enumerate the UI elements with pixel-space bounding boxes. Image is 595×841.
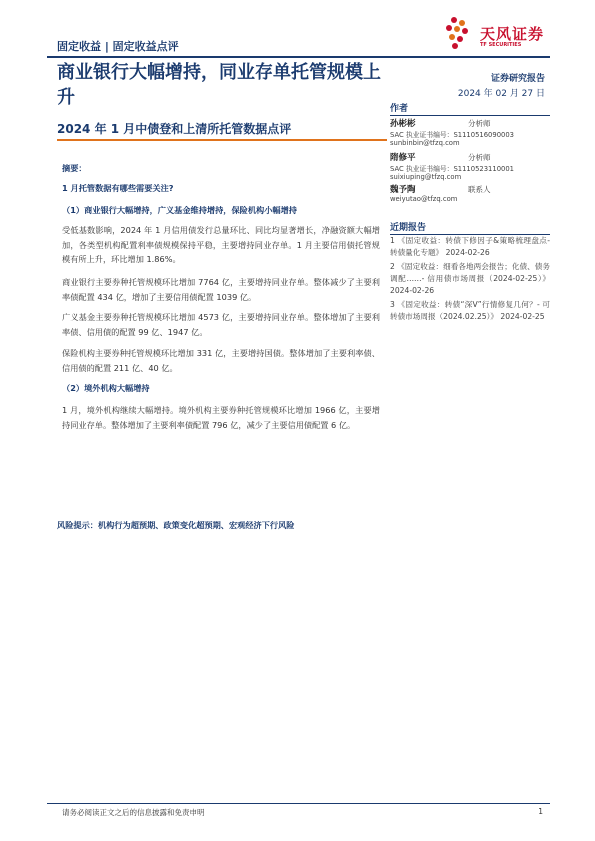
authors-heading: 作者 bbox=[390, 101, 550, 116]
recent-report-item[interactable]: 3 《固定收益：转债“深V”行情修复几何？- 可转债市场周报（2024.02.25）》 2024-02-25 bbox=[390, 300, 550, 322]
tf-logo-mark-icon bbox=[440, 14, 480, 54]
author-cert: SAC 执业证书编号：S1110523110001 bbox=[390, 165, 514, 173]
title-rule bbox=[57, 139, 387, 141]
report-type: 证券研究报告 bbox=[490, 74, 545, 84]
author-cert: SAC 执业证书编号：S1110516090003 bbox=[390, 131, 514, 139]
report-subtitle: 2024 年 1 月中债登和上清所托管数据点评 bbox=[57, 122, 292, 136]
report-category: 固定收益 | 固定收益点评 bbox=[57, 40, 179, 53]
body-paragraph: 商业银行主要券种托管规模环比增加 7764 亿，主要增持同业存单。整体减少了主要利率债配置 434 亿，增加了主要信用债配置 1039 亿。 bbox=[62, 277, 380, 302]
footer-disclaimer: 请务必阅读正文之后的信息披露和免责申明 bbox=[62, 808, 205, 817]
section-heading: （2）境外机构大幅增持 bbox=[62, 383, 150, 393]
body-paragraph: 受低基数影响，2024 年 1 月信用债发行总量环比、同比均显著增长，净融资额大幅增加，各类型机构配置利率债规模保持平稳，主要增持同业存单。1 月主要信用债托管规模有所上升，环比增加 1.86%。 bbox=[62, 225, 380, 265]
risk-note: 风险提示：机构行为超预期、政策变化超预期、宏观经济下行风险 bbox=[57, 520, 295, 530]
report-date: 2024 年 02 月 27 日 bbox=[457, 89, 545, 99]
page-number: 1 bbox=[538, 807, 543, 816]
author-role: 分析师 bbox=[468, 153, 491, 162]
author-name: 孙彬彬 bbox=[390, 119, 416, 129]
recent-reports-heading: 近期报告 bbox=[390, 220, 550, 235]
body-paragraph: 1 月，境外机构继续大幅增持。境外机构主要券种托管规模环比增加 1966 亿，主要增持同业存单。整体增加了主要利率债配置 796 亿，减少了主要信用债配置 6 亿。 bbox=[62, 405, 380, 430]
tf-securities-logo bbox=[440, 14, 550, 54]
author-name: 隋修平 bbox=[390, 153, 416, 163]
author-email[interactable]: weiyutao@tfzq.com bbox=[390, 195, 458, 203]
author-email[interactable]: sunbinbin@tfzq.com bbox=[390, 139, 460, 147]
body-paragraph: 保险机构主要券种托管规模环比增加 331 亿，主要增持国债。整体增加了主要利率债、信用债的配置 211 亿、40 亿。 bbox=[62, 348, 380, 373]
author-role: 分析师 bbox=[468, 119, 491, 128]
logo-text-cn: 天风证券 bbox=[480, 25, 545, 43]
section-heading: （1）商业银行大幅增持，广义基金维持增持，保险机构小幅增持 bbox=[62, 205, 297, 215]
author-role: 联系人 bbox=[468, 185, 491, 194]
report-title: 商业银行大幅增持，同业存单托管规模上升 bbox=[57, 62, 381, 108]
recent-report-item[interactable]: 2 《固定收益：细看各地两会报告；化债、债务调配……- 信用债市场周报（2024-02-25）》 2024-02-26 bbox=[390, 262, 550, 296]
author-email[interactable]: suixiuping@tfzq.com bbox=[390, 173, 462, 181]
abstract-label: 摘要： bbox=[62, 163, 87, 173]
body-paragraph: 广义基金主要券种托管规模环比增加 4573 亿，主要增持同业存单。整体增加了主要利率债、信用债的配置 99 亿、1947 亿。 bbox=[62, 312, 380, 337]
author-name: 魏予陶 bbox=[390, 185, 416, 195]
key-question: 1 月托管数据有哪些需要关注? bbox=[62, 183, 174, 193]
footer-rule bbox=[47, 803, 550, 804]
header-rule bbox=[47, 56, 550, 58]
logo-text-en: TF SECURITIES bbox=[480, 42, 522, 48]
recent-report-item[interactable]: 1 《固定收益：转债下修因子&策略梳理盘点-转债量化专题》 2024-02-26 bbox=[390, 236, 550, 258]
